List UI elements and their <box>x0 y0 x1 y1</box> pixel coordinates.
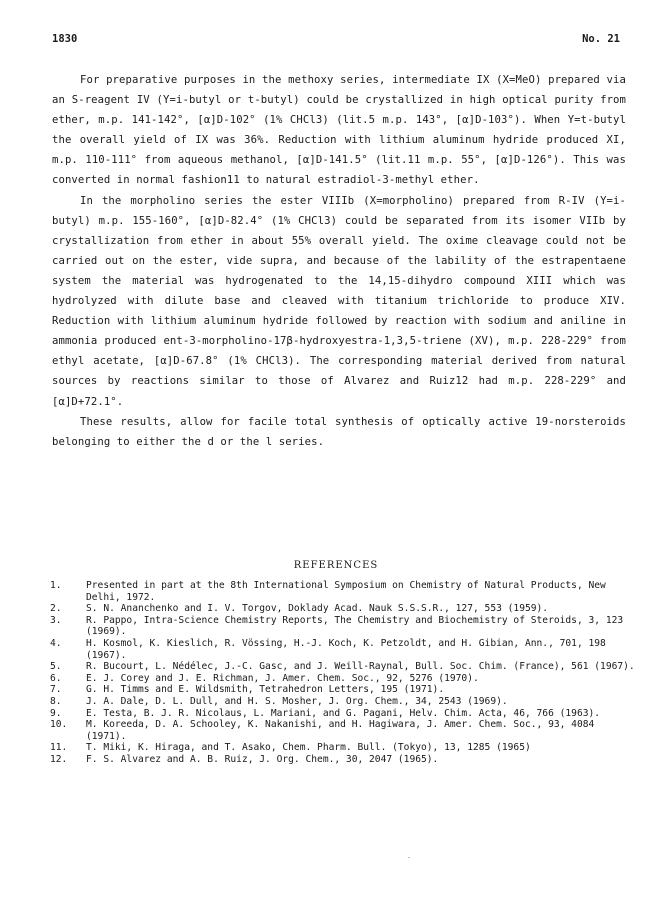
reference-text: F. S. Alvarez and A. B. Ruiz, J. Org. Chem., 30, 2047 (1965). <box>86 753 439 765</box>
reference-text: J. A. Dale, D. L. Dull, and H. S. Mosher, J. Org. Chem., 34, 2543 (1969). <box>86 695 508 707</box>
body-text <box>52 70 626 452</box>
reference-item <box>50 719 640 742</box>
reference-text: S. N. Ananchenko and I. V. Torgov, Doklady Acad. Nauk S.S.S.R., 127, 553 (1959). <box>86 603 549 615</box>
reference-number: 9. <box>50 707 62 719</box>
reference-number: 12. <box>50 753 68 765</box>
reference-item <box>50 696 640 708</box>
reference-number: 2. <box>50 603 62 615</box>
reference-text: G. H. Timms and E. Wildsmith, Tetrahedron Letters, 195 (1971). <box>86 684 445 696</box>
issue-number: No. 21 <box>582 33 620 45</box>
reference-text: M. Koreeda, D. A. Schooley, K. Nakanishi, and H. Hagiwara, J. Amer. Chem. Soc., 93, 4084 (1971). <box>86 719 595 742</box>
reference-item <box>50 684 640 696</box>
reference-number: 4. <box>50 637 62 649</box>
reference-number: 8. <box>50 695 62 707</box>
paragraph-methoxy-series: For preparative purposes in the methoxy series, intermediate IX (X=MeO) prepared via an S-reagent IV (Y=i-butyl or t-butyl) could be crystallized in high optical purity from ether, m.p. 141-142°, [α]D-102° (1% CHCl3) (lit.5 m.p. 143°, [α]D-103°). When Y=t-butyl the overall yield of IX was 36%. Reduction with lithium aluminum hydride produced XI, m.p. 110-111° from aqueous methanol, [α]D-141.5° (lit.11 m.p. 55°, [α]D-126°). This was converted in normal fashion11 to natural estradiol-3-methyl ether. <box>52 74 626 187</box>
reference-item <box>50 708 640 720</box>
references-list <box>50 580 640 766</box>
reference-item <box>50 615 640 638</box>
paragraph-conclusion: These results, allow for facile total synthesis of optically active 19-norsteroids belonging to either the d or the l series. <box>52 415 626 448</box>
reference-text: Presented in part at the 8th International Symposium on Chemistry of Natural Products, New Delhi, 1972. <box>86 580 606 603</box>
reference-text: R. Pappo, Intra-Science Chemistry Reports, The Chemistry and Biochemistry of Steroids, 3, 123 (1969). <box>86 614 624 638</box>
reference-number: 11. <box>50 742 68 754</box>
reference-number: 1. <box>50 580 62 591</box>
reference-number: 3. <box>50 614 62 626</box>
reference-text: E. Testa, B. J. R. Nicolaus, L. Mariani, and G. Pagani, Helv. Chim. Acta, 46, 766 (1963). <box>86 707 601 719</box>
reference-item <box>50 754 640 766</box>
references-heading: REFERENCES <box>293 560 379 571</box>
reference-text: E. J. Corey and J. E. Richman, J. Amer. Chem. Soc., 92, 5276 (1970). <box>86 672 479 684</box>
reference-text: T. Miki, K. Hiraga, and T. Asako, Chem. Pharm. Bull. (Tokyo), 13, 1285 (1965) <box>86 742 531 754</box>
reference-text: R. Bucourt, L. Nédélec, J.-C. Gasc, and J. Weill-Raynal, Bull. Soc. Chim. (France), 561 (1967). <box>86 661 635 673</box>
reference-text: H. Kosmol, K. Kieslich, R. Vössing, H.-J. Koch, K. Petzoldt, and H. Gibian, Ann., 701, 198 (1967). <box>86 637 606 661</box>
reference-number: 5. <box>50 661 62 673</box>
reference-number: 6. <box>50 672 62 684</box>
page-number: 1830 <box>52 33 78 45</box>
reference-item <box>50 742 640 754</box>
reference-number: 10. <box>50 719 68 731</box>
reference-item <box>50 638 640 661</box>
reference-item <box>50 673 640 685</box>
paragraph-morpholino-series: In the morpholino series the ester VIIIb (X=morpholino) prepared from R-IV (Y=i-butyl) m.p. 155-160°, [α]D-82.4° (1% CHCl3) could be separated from its isomer VIIb by crystallization from ether in about 55% overall yield. The oxime cleavage could not be carried out on the ester, vide supra, and because of the lability of the estrapentaene system the material was hydrogenated to the 14,15-dihydro compound XIII which was hydrolyzed with dilute base and cleaved with titanium trichloride to produce XIV. Reduction with lithium aluminum hydride followed by reaction with sodium and aniline in ammonia produced ent-3-morpholino-17β-hydroxyestra-1,3,5-triene (XV), m.p. 228-229° from ethyl acetate, [α]D-67.8° (1% CHCl3). The corresponding material derived from natural sources by reactions similar to those of Alvarez and Ruiz12 had m.p. 228-229° and [α]D+72.1°. <box>52 194 626 408</box>
reference-item <box>50 661 640 673</box>
reference-item <box>50 580 640 603</box>
reference-number: 7. <box>50 684 62 696</box>
reference-item <box>50 603 640 615</box>
scan-speck <box>408 857 410 858</box>
